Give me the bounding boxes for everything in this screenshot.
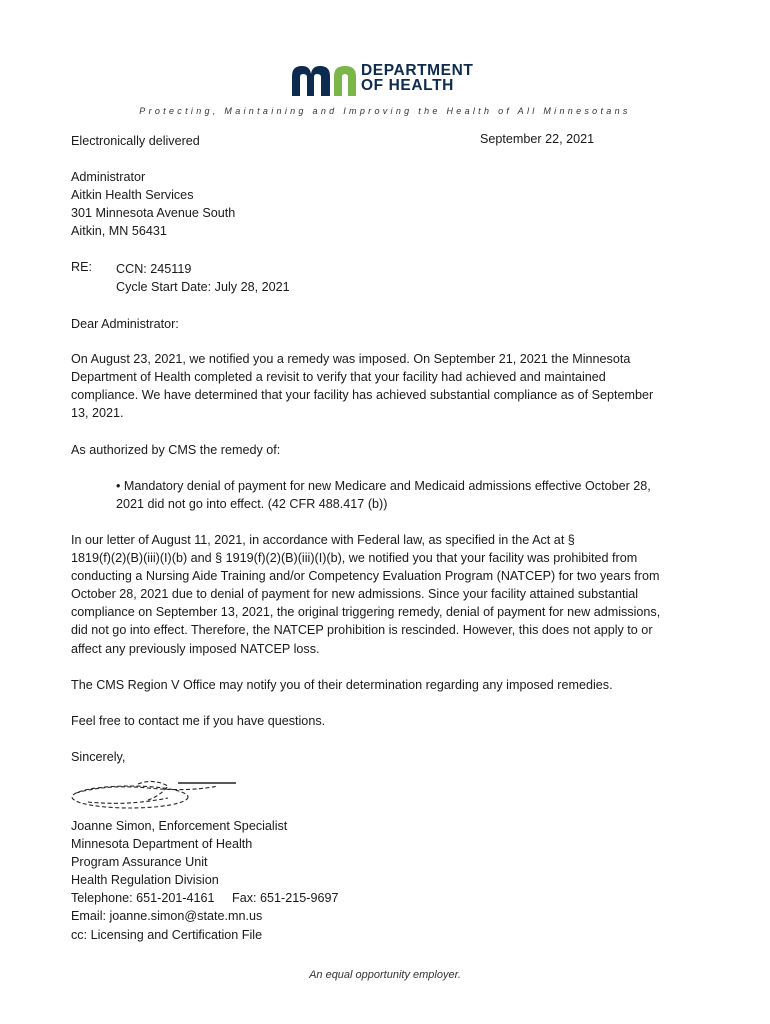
signature-icon [68,776,248,814]
logo-line-2: OF HEALTH [361,77,454,94]
footer-eoe: An equal opportunity employer. [309,969,461,981]
re-line: CCN: 245119 [116,262,192,276]
text-line: 13, 2021. [71,406,124,421]
text-line: • Mandatory denial of payment for new Medicare and Medicaid admissions effective October 28, [116,479,651,493]
text-line: 1819(f)(2)(B)(iii)(I)(b) and § 1919(f)(2)(B)(iii)(I)(b), we notified you that your facility was prohibited from [71,551,638,566]
text-line: compliance. We have determined that your facility has achieved substantial compliance as of September [71,388,654,403]
signer-unit: Program Assurance Unit [71,855,208,870]
re-label: RE: [71,260,92,274]
address-line: Aitkin Health Services [71,188,194,203]
address-line: Aitkin, MN 56431 [71,224,167,239]
recipient-address [71,168,235,240]
text-line: affect any previously imposed NATCEP loss. [71,641,320,656]
salutation: Dear Administrator: [71,317,179,331]
paragraph-cms-remedy: As authorized by CMS the remedy of: [71,443,281,457]
tagline: Protecting, Maintaining and Improving the Health of All Minnesotans [139,106,631,116]
text-line: conducting a Nursing Aide Training and/or Competency Evaluation Program (NATCEP) for two years from [71,569,660,584]
delivery-method: Electronically delivered [71,134,200,148]
remedy-bullet [116,477,696,513]
text-line: did not go into effect. Therefore, the NATCEP prohibition is rescinded. However, this does not apply to or [71,623,653,638]
text-line: On August 23, 2021, we notified you a remedy was imposed. On September 21, 2021 the Minnesota [71,352,631,366]
signer-phone: Telephone: 651-201-4161 Fax: 651-215-9697 [71,891,339,906]
logo-line-1: DEPARTMENT [361,62,474,79]
text-line: compliance on September 13, 2021, the original triggering remedy, denial of payment for new admissions, [71,605,661,620]
text-line: 2021 did not go into effect. (42 CFR 488.417 (b)) [116,497,388,512]
logo-wordmark [361,63,474,93]
cc-line: cc: Licensing and Certification File [71,927,263,942]
paragraph-natcep [71,531,699,658]
letter-date: September 22, 2021 [480,132,595,146]
signer-name: Joanne Simon, Enforcement Specialist [71,819,288,833]
signer-email: Email: joanne.simon@state.mn.us [71,909,263,924]
signer-org: Minnesota Department of Health [71,837,253,852]
re-line: Cycle Start Date: July 28, 2021 [116,280,290,295]
closing: Sincerely, [71,750,126,764]
text-line: October 28, 2021 due to denial of payment for new admissions. Since your facility attained substantial [71,587,639,602]
address-line: Administrator [71,170,146,184]
text-line: In our letter of August 11, 2021, in accordance with Federal law, as specified in the Act at § [71,533,575,547]
paragraph-remedy-notice [71,350,699,422]
text-line: Department of Health completed a revisit to verify that your facility had achieved and maintained [71,370,606,385]
paragraph-contact: Feel free to contact me if you have questions. [71,714,326,728]
signature-block [71,817,338,944]
re-details [116,260,290,296]
signer-division: Health Regulation Division [71,873,219,888]
address-line: 301 Minnesota Avenue South [71,206,236,221]
paragraph-cms-region: The CMS Region V Office may notify you of their determination regarding any imposed remedies. [71,678,613,692]
